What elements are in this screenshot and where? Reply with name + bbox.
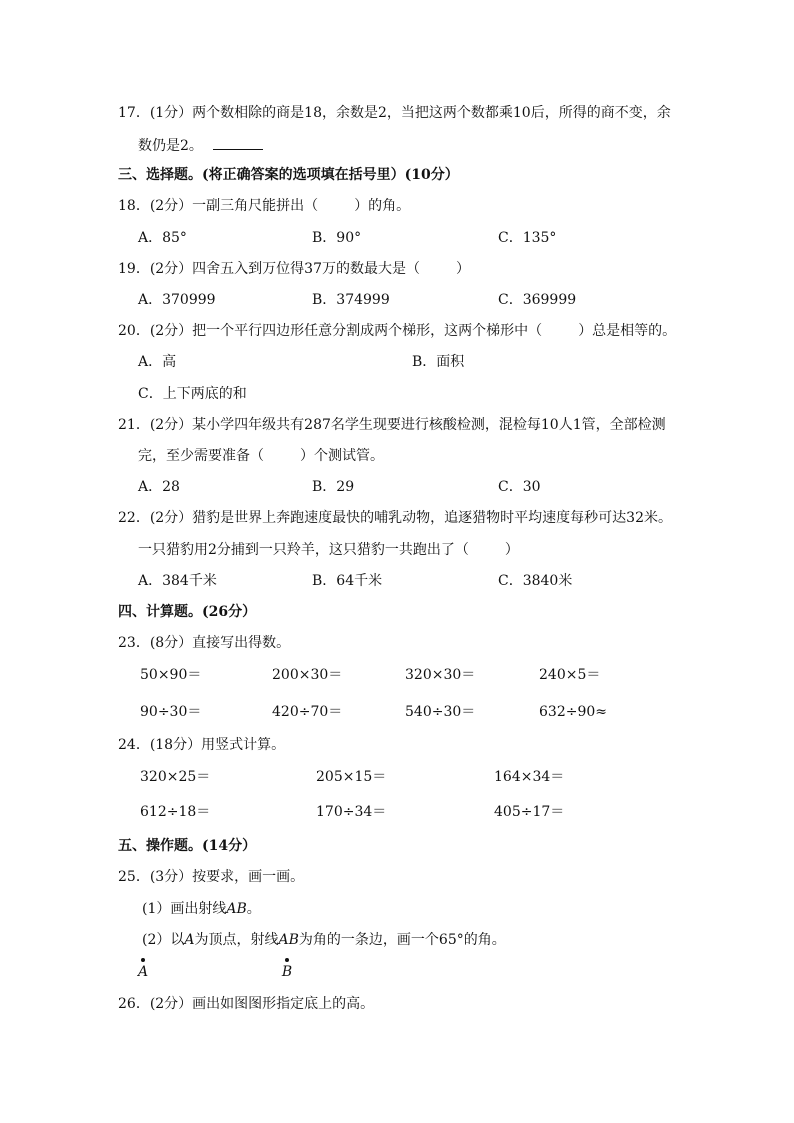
point-a-dot: [141, 958, 145, 962]
q18-stem-b: ）的角。: [354, 198, 411, 214]
q18-option-c[interactable]: C．135°: [498, 230, 557, 246]
q25-sub1-b: 。: [246, 901, 261, 917]
q18-option-a[interactable]: A．85°: [138, 230, 187, 246]
q19-option-b[interactable]: B．374999: [312, 292, 390, 308]
q24-expr: 164×34＝: [494, 769, 565, 785]
q20-option-c[interactable]: C．上下两底的和: [138, 386, 247, 402]
q25-sub2-c: 为角的一条边，画一个65°的角。: [298, 932, 506, 948]
q22-option-b[interactable]: B．64千米: [312, 573, 383, 589]
q20-stem-a: 20．(2分）把一个平行四边形任意分割成两个梯形，这两个梯形中（: [118, 323, 543, 339]
q25-sub1-a: (1）画出射线: [142, 901, 227, 917]
q19-option-c[interactable]: C．369999: [498, 292, 577, 308]
q21-line2: [138, 446, 384, 466]
q20-stem-b: ）总是相等的。: [578, 323, 677, 339]
q25-sub2: [142, 930, 506, 950]
q22-line1: 22．(2分）猎豹是世界上奔跑速度最快的哺乳动物，追逐猎物时平均速度每秒可达32米。: [118, 510, 672, 526]
q25-sub1-var: AB: [226, 901, 247, 917]
q17-line2: [138, 135, 263, 156]
q22-option-a[interactable]: A．384千米: [138, 573, 217, 589]
q20-stem: [118, 321, 676, 341]
q24-expr: 170÷34＝: [316, 804, 387, 820]
q25-sub2-var1: A: [184, 932, 195, 948]
q23-stem: 23．(8分）直接写出得数。: [118, 635, 291, 651]
q24-expr: 405÷17＝: [494, 804, 565, 820]
point-a-label: A: [137, 964, 149, 980]
q22-line2: [138, 540, 519, 560]
q20-option-a[interactable]: A．高: [138, 354, 177, 370]
q17-line2-text: 数仍是2。: [138, 138, 203, 154]
q19-stem-b: ）: [456, 261, 470, 277]
q23-expr: 50×90＝: [140, 667, 202, 683]
q24-stem: 24．(18分）用竖式计算。: [118, 737, 286, 753]
section3-title: 三、选择题。(将正确答案的选项填在括号里）(10分）: [118, 167, 459, 183]
q23-expr: 540÷30＝: [405, 704, 476, 720]
q21-option-c[interactable]: C．30: [498, 479, 541, 495]
q24-expr: 205×15＝: [316, 769, 387, 785]
q17-line1: 17．(1分）两个数相除的商是18，余数是2，当把这两个数都乘10后，所得的商不变，余: [118, 105, 671, 121]
point-a[interactable]: [136, 958, 150, 980]
q22-line2-a: 一只猎豹用2分捕到一只羚羊，这只猎豹一共跑出了（: [138, 542, 469, 558]
q25-sub1: [142, 899, 261, 919]
q23-expr: 240×5＝: [539, 667, 601, 683]
q21-line2-a: 完，至少需要准备（: [138, 448, 264, 464]
q23-expr: 90÷30＝: [140, 704, 202, 720]
q19-stem-a: 19．(2分）四舍五入到万位得37万的数最大是（: [118, 261, 420, 277]
q25-sub2-var2: AB: [278, 932, 299, 948]
point-b-dot: [285, 958, 289, 962]
q25-sub2-b: 为顶点，射线: [194, 932, 279, 948]
q24-expr: 320×25＝: [140, 769, 211, 785]
q19-option-a[interactable]: A．370999: [138, 292, 216, 308]
section5-title: 五、操作题。(14分）: [118, 838, 257, 854]
q21-line1: 21．(2分）某小学四年级共有287名学生现要进行核酸检测，混检每10人1管，全部检测: [118, 417, 666, 433]
q24-expr: 612÷18＝: [140, 804, 211, 820]
q21-option-b[interactable]: B．29: [312, 479, 355, 495]
point-b-label: B: [281, 964, 293, 980]
q23-expr: 420÷70＝: [272, 704, 343, 720]
q18-stem: [118, 196, 410, 216]
q22-option-c[interactable]: C．3840米: [498, 573, 573, 589]
q23-expr: 632÷90≈: [539, 704, 607, 720]
q23-expr: 320×30＝: [405, 667, 476, 683]
q25-stem: 25．(3分）按要求，画一画。: [118, 869, 305, 885]
answer-blank[interactable]: [213, 135, 263, 150]
q23-expr: 200×30＝: [272, 667, 343, 683]
q22-line2-b: ）: [504, 542, 519, 558]
q19-stem: [118, 259, 470, 279]
point-b[interactable]: [280, 958, 294, 980]
q21-line2-b: ）个测试管。: [300, 448, 384, 464]
q21-option-a[interactable]: A．28: [138, 479, 180, 495]
q18-option-b[interactable]: B．90°: [312, 230, 362, 246]
q26-stem: 26．(2分）画出如图图形指定底上的高。: [118, 996, 375, 1012]
q18-stem-a: 18．(2分）一副三角尺能拼出（: [118, 198, 319, 214]
q25-sub2-a: (2）以: [142, 932, 185, 948]
q20-option-b[interactable]: B．面积: [412, 354, 465, 370]
section4-title: 四、计算题。(26分）: [118, 604, 257, 620]
